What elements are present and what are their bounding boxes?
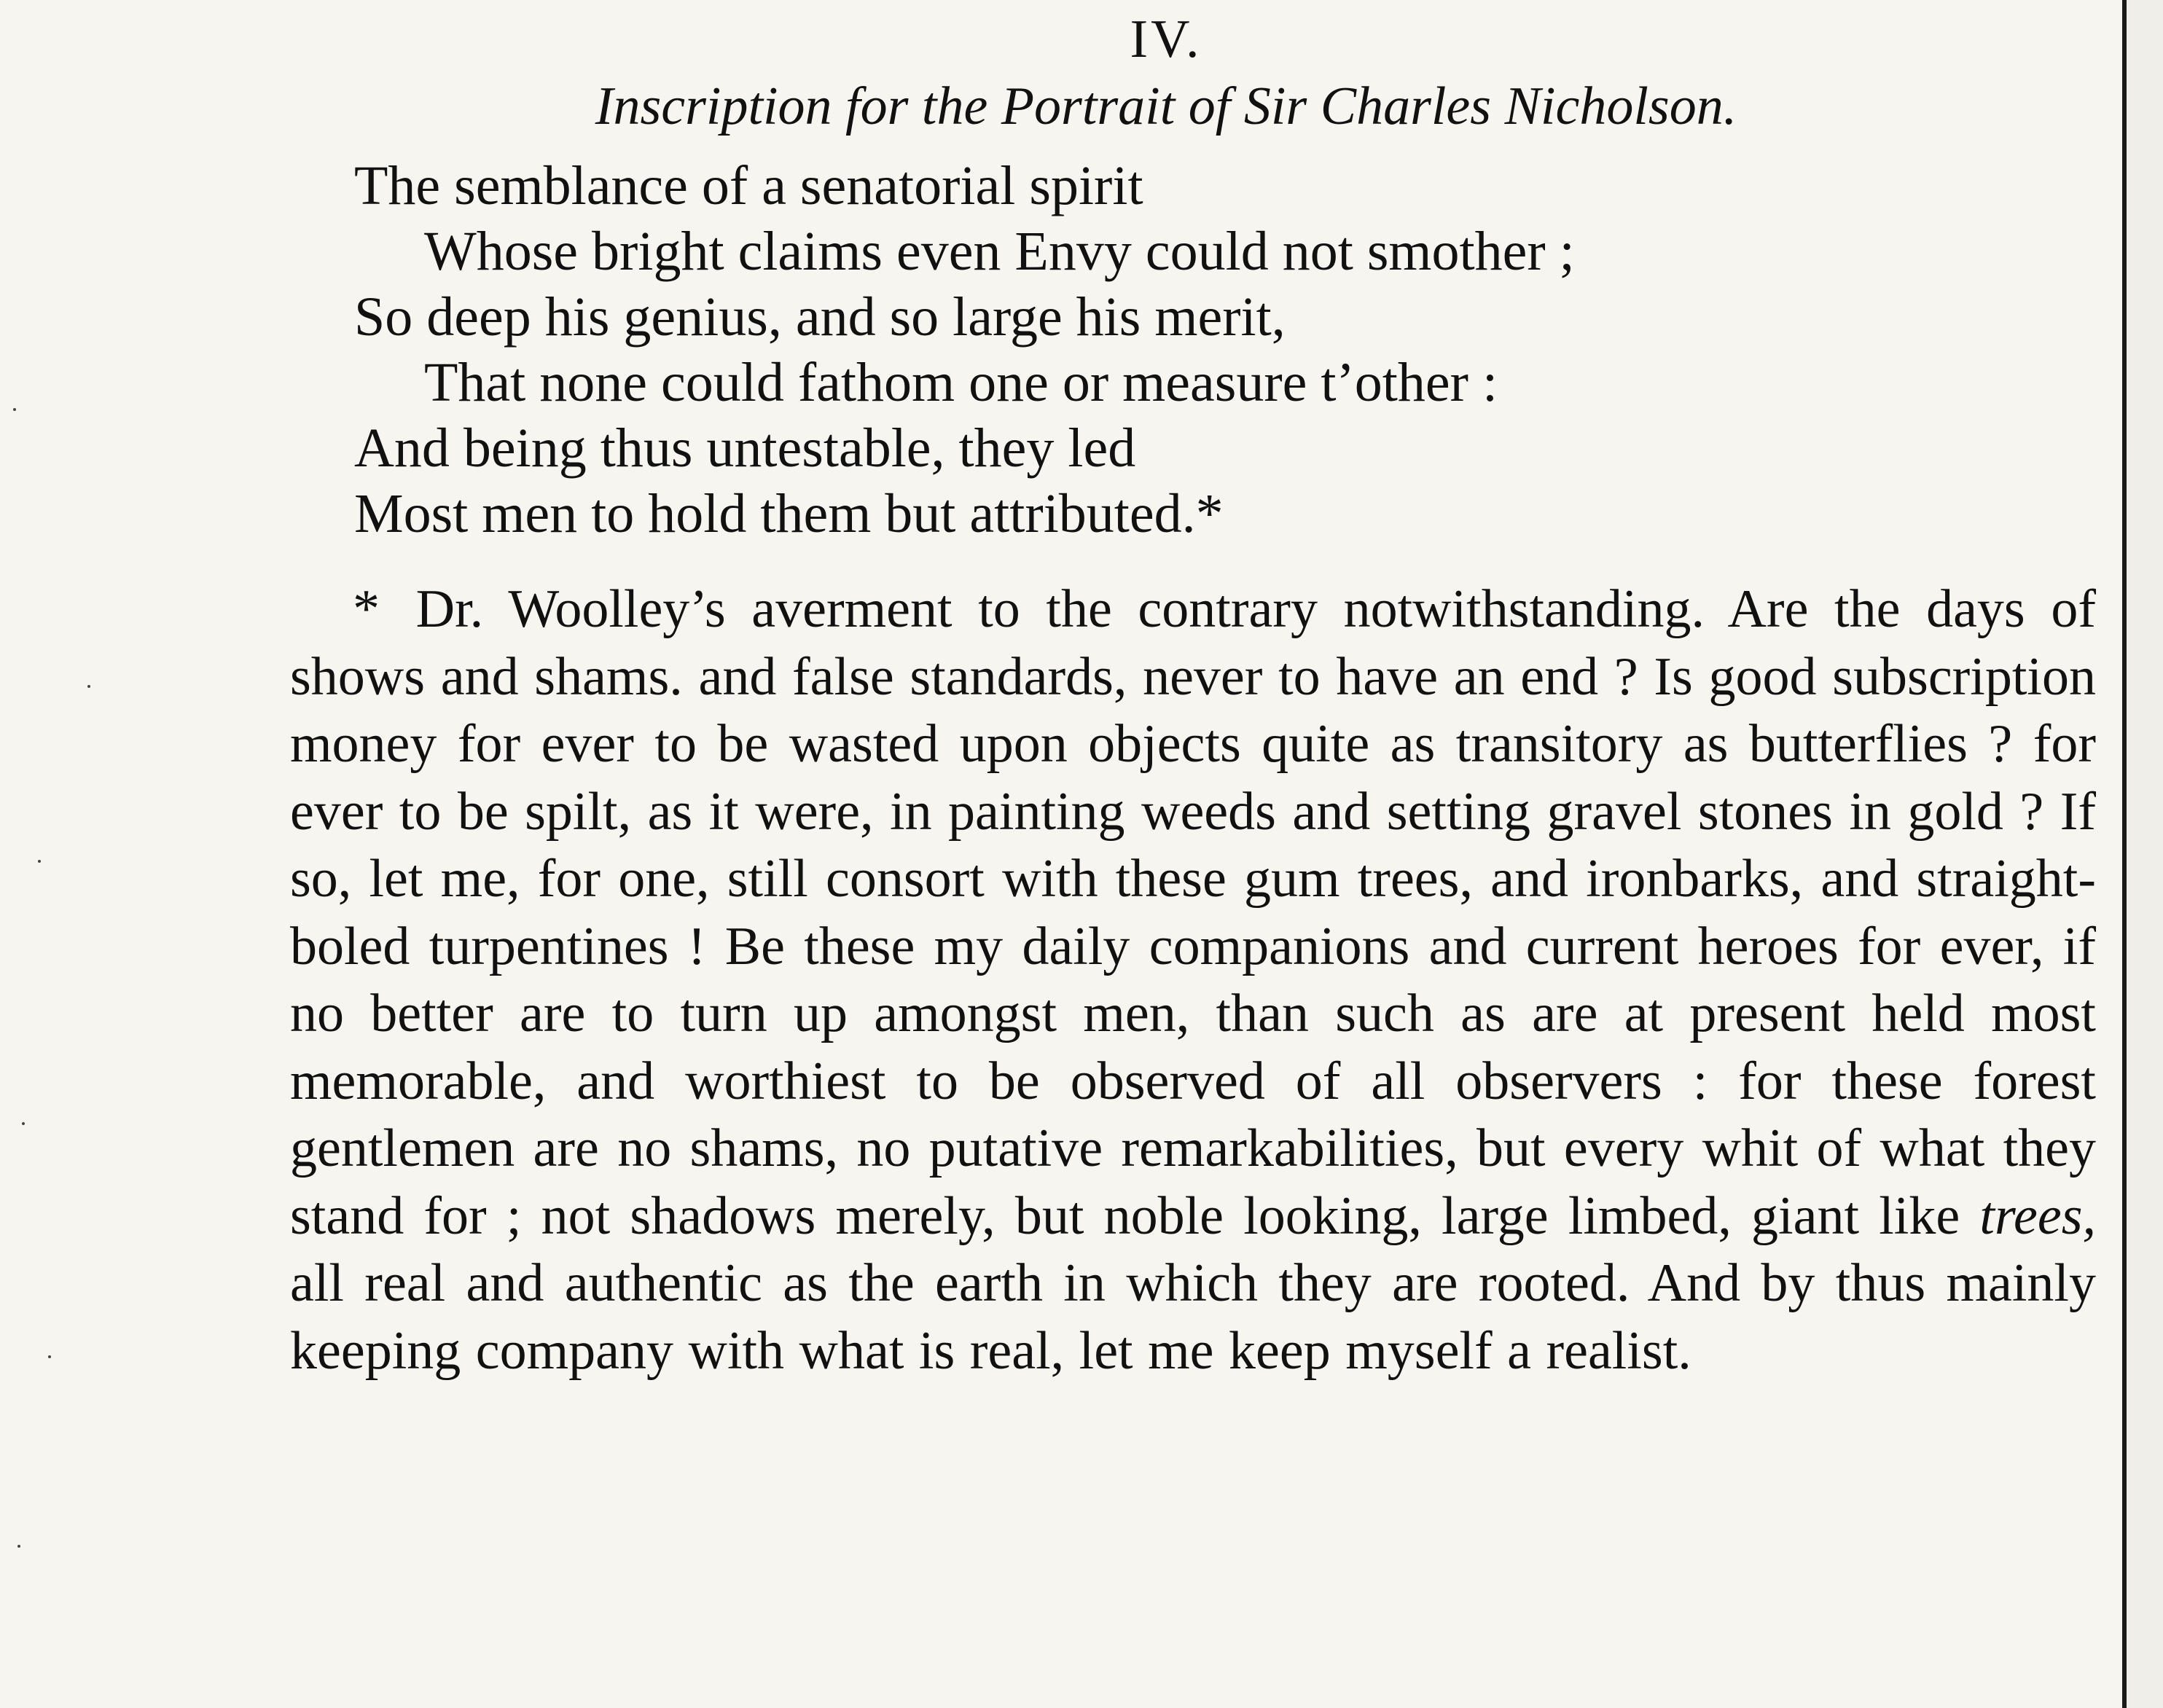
- footnote-marker: *: [353, 579, 380, 639]
- footnote-text: Dr. Woolley’s averment to the contrary notwithstanding. Are the days of shows and shams. and false standards, never to have an end ? Is good subscription money for ever to be wasted upon objects quite as transitory as butterflies ? for ever to be spilt, as it were, in painting weeds and setting gravel stones in gold ? If so, let me, for one, still consort with these gum trees, and ironbarks, and straight-boled turpentines ! Be these my daily companions and current heroes for ever, if no better are to turn up amongst men, than such as are at present held most memorable, and worthiest to be observed of all observers : for these forest gentlemen are no shams, no putative remarkabilities, but every whit of what they stand for ; not shadows merely, but noble looking, large limbed, giant like: [290, 579, 2096, 1246]
- poem-line: And being thus untestable, they led: [354, 418, 1136, 479]
- poem-line: The semblance of a senatorial spirit: [354, 155, 1143, 216]
- poem-stanza: [354, 153, 2089, 547]
- footnote: [290, 576, 2096, 1384]
- poem-line: Most men to hold them but attributed.*: [354, 483, 1224, 544]
- poem-line: Whose bright claims even Envy could not smother ;: [424, 221, 1575, 282]
- poem-line: That none could fathom one or measure t’other :: [424, 352, 1498, 413]
- poem-line: So deep his genius, and so large his merit,: [354, 286, 1286, 348]
- poem-title: Inscription for the Portrait of Sir Charles Nicholson.: [595, 77, 1737, 136]
- footnote-italic-word: trees,: [1979, 1186, 2097, 1246]
- right-margin: [2127, 0, 2163, 1708]
- section-number: IV.: [1130, 9, 1202, 69]
- footnote-text-end: all real and authentic as the earth in which they are rooted. And by thus mainly keeping company with what is real, let me keep myself a realist.: [290, 1253, 2096, 1381]
